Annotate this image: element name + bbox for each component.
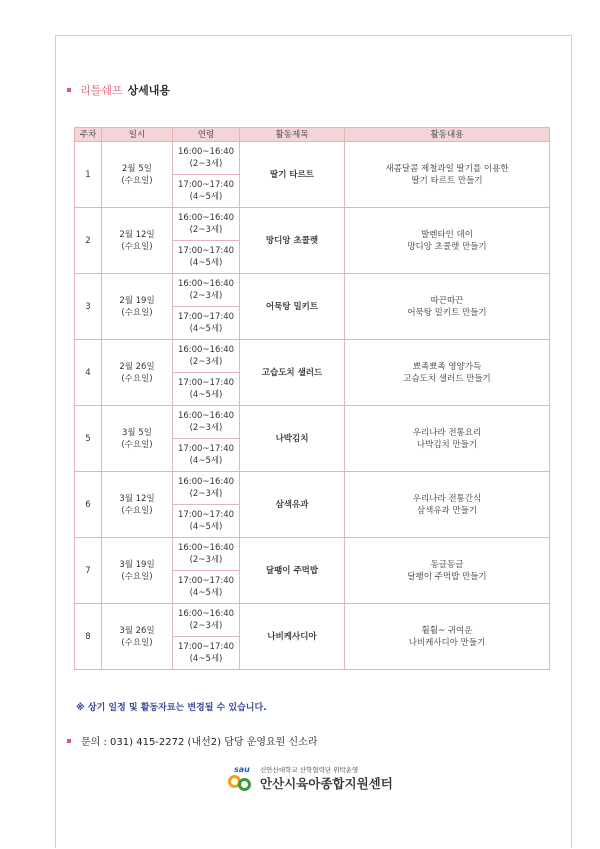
header-age: 연령 <box>173 128 240 142</box>
week-cell <box>75 208 102 274</box>
content-line: 우리나라 전통요리 <box>412 427 482 438</box>
table-row <box>75 406 550 439</box>
activity-title-cell <box>240 472 345 538</box>
time-slot: 17:00~17:40 <box>177 180 235 190</box>
weekday-text: (수요일) <box>121 241 153 252</box>
age-range: (4~5세) <box>189 522 223 532</box>
header-content: 활동내용 <box>345 128 550 142</box>
activity-title-cell <box>240 538 345 604</box>
heading-detail: 상세내용 <box>127 84 171 97</box>
activity-title-cell <box>240 604 345 670</box>
content-line: 나박김치 만들기 <box>416 439 478 450</box>
date-cell <box>102 538 173 604</box>
time-slot: 16:00~16:40 <box>177 543 235 553</box>
week-number: 3 <box>85 301 91 312</box>
time-slot: 16:00~16:40 <box>177 477 235 487</box>
content-line: 훨훨~ 귀여운 <box>421 625 473 636</box>
activity-content-cell <box>345 274 550 340</box>
age-range: (4~5세) <box>189 588 223 598</box>
age-slot-cell <box>173 241 240 274</box>
table-row <box>75 340 550 373</box>
activity-content-cell <box>345 142 550 208</box>
activity-title: 고습도치 샐러드 <box>261 367 323 378</box>
age-range: (2~3세) <box>189 423 223 433</box>
activity-title-cell <box>240 340 345 406</box>
age-slot-cell <box>173 274 240 307</box>
age-range: (4~5세) <box>189 324 223 334</box>
table-row <box>75 604 550 637</box>
activity-content-cell <box>345 604 550 670</box>
bullet-icon <box>67 739 71 743</box>
header-title: 활동제목 <box>240 128 345 142</box>
table-row <box>75 274 550 307</box>
time-slot: 17:00~17:40 <box>177 510 235 520</box>
logo-center-name: 안산시육아종합지원센터 <box>260 776 393 791</box>
weekday-text: (수요일) <box>121 439 153 450</box>
age-slot-cell <box>173 505 240 538</box>
table-row <box>75 538 550 571</box>
activity-content-cell <box>345 406 550 472</box>
weekday-text: (수요일) <box>121 505 153 516</box>
header-week: 주차 <box>75 128 102 142</box>
contact-line <box>67 733 318 748</box>
content-line: 삼색유과 만들기 <box>416 505 478 516</box>
age-slot-cell <box>173 637 240 670</box>
date-text: 2월 26일 <box>119 361 155 372</box>
bullet-icon <box>67 88 71 92</box>
heading-program: 리틀쉐프 <box>80 84 123 97</box>
date-text: 3월 12일 <box>119 493 155 504</box>
time-slot: 16:00~16:40 <box>177 345 235 355</box>
content-line: 달팽이 주먹밥 만들기 <box>407 571 487 582</box>
week-cell <box>75 274 102 340</box>
weekday-text: (수요일) <box>121 637 153 648</box>
week-number: 4 <box>85 367 91 378</box>
week-number: 1 <box>85 169 91 180</box>
time-slot: 17:00~17:40 <box>177 378 235 388</box>
age-range: (4~5세) <box>189 192 223 202</box>
weekday-text: (수요일) <box>121 571 153 582</box>
date-cell <box>102 406 173 472</box>
week-number: 8 <box>85 631 91 642</box>
date-text: 3월 26일 <box>119 625 155 636</box>
age-slot-cell <box>173 439 240 472</box>
date-cell <box>102 274 173 340</box>
time-slot: 16:00~16:40 <box>177 213 235 223</box>
activity-title-cell <box>240 208 345 274</box>
date-cell <box>102 340 173 406</box>
age-range: (2~3세) <box>189 159 223 169</box>
contact-text: 문의 : 031) 415-2272 (내선2) 담당 운영요원 신소라 <box>81 737 318 748</box>
age-slot-cell <box>173 175 240 208</box>
schedule-body <box>75 142 550 670</box>
weekday-text: (수요일) <box>121 307 153 318</box>
age-slot-cell <box>173 142 240 175</box>
age-range: (4~5세) <box>189 390 223 400</box>
header-date: 일시 <box>102 128 173 142</box>
age-range: (2~3세) <box>189 357 223 367</box>
date-text: 2월 5일 <box>122 163 152 174</box>
logo-university: 신안산대학교 산학협력단 위탁운영 <box>260 766 359 774</box>
content-line: 어묵탕 밀키트 만들기 <box>407 307 487 318</box>
time-slot: 17:00~17:40 <box>177 246 235 256</box>
date-text: 2월 12일 <box>119 229 155 240</box>
age-range: (4~5세) <box>189 258 223 268</box>
time-slot: 16:00~16:40 <box>177 279 235 289</box>
activity-title: 삼색유과 <box>275 499 309 510</box>
content-line: 동글동글 <box>430 559 464 570</box>
date-cell <box>102 208 173 274</box>
age-range: (2~3세) <box>189 555 223 565</box>
age-range: (2~3세) <box>189 621 223 631</box>
activity-content-cell <box>345 472 550 538</box>
week-cell <box>75 538 102 604</box>
age-slot-cell <box>173 472 240 505</box>
age-slot-cell <box>173 307 240 340</box>
time-slot: 17:00~17:40 <box>177 444 235 454</box>
age-slot-cell <box>173 604 240 637</box>
time-slot: 17:00~17:40 <box>177 312 235 322</box>
date-text: 2월 19일 <box>119 295 155 306</box>
weekday-text: (수요일) <box>121 175 153 186</box>
activity-content-cell <box>345 538 550 604</box>
activity-title: 나박김치 <box>275 433 309 444</box>
week-number: 2 <box>85 235 91 246</box>
content-line: 발렌타인 데이 <box>421 229 473 240</box>
week-cell <box>75 604 102 670</box>
activity-title: 망디앙 초콜렛 <box>265 235 319 246</box>
week-cell <box>75 340 102 406</box>
date-text: 3월 5일 <box>122 427 152 438</box>
time-slot: 16:00~16:40 <box>177 147 235 157</box>
activity-title: 딸기 타르트 <box>269 169 314 180</box>
age-range: (4~5세) <box>189 654 223 664</box>
schedule-table <box>74 127 550 670</box>
content-line: 딸기 타르트 만들기 <box>411 175 483 186</box>
date-text: 3월 19일 <box>119 559 155 570</box>
table-row <box>75 472 550 505</box>
content-line: 나비케사디아 만들기 <box>408 637 486 648</box>
center-logo <box>228 765 403 795</box>
logo-sau-text: sau <box>234 765 250 774</box>
age-slot-cell <box>173 373 240 406</box>
age-range: (2~3세) <box>189 489 223 499</box>
week-number: 7 <box>85 565 91 576</box>
activity-title-cell <box>240 274 345 340</box>
time-slot: 17:00~17:40 <box>177 576 235 586</box>
time-slot: 16:00~16:40 <box>177 411 235 421</box>
table-row <box>75 208 550 241</box>
activity-title: 어묵탕 밀키트 <box>265 301 319 312</box>
activity-content-cell <box>345 340 550 406</box>
table-row <box>75 142 550 175</box>
date-cell <box>102 472 173 538</box>
age-range: (4~5세) <box>189 456 223 466</box>
content-line: 망디앙 초콜렛 만들기 <box>407 241 487 252</box>
weekday-text: (수요일) <box>121 373 153 384</box>
content-line: 뾰족뾰족 영양가득 <box>412 361 482 372</box>
content-line: 새콤달콤 제철과일 딸기를 이용한 <box>385 163 509 174</box>
week-cell <box>75 472 102 538</box>
activity-title-cell <box>240 406 345 472</box>
content-line: 고슴도치 샐러드 만들기 <box>403 373 491 384</box>
date-cell <box>102 604 173 670</box>
time-slot: 16:00~16:40 <box>177 609 235 619</box>
age-slot-cell <box>173 208 240 241</box>
activity-title-cell <box>240 142 345 208</box>
activity-content-cell <box>345 208 550 274</box>
content-line: 우리나라 전통간식 <box>412 493 482 504</box>
age-range: (2~3세) <box>189 225 223 235</box>
table-header-row <box>75 128 550 142</box>
change-notice: ※ 상기 일정 및 활동자료는 변경될 수 있습니다. <box>76 703 267 713</box>
content-line: 따끈따끈 <box>430 295 464 306</box>
section-heading <box>67 82 170 98</box>
age-slot-cell <box>173 571 240 604</box>
week-number: 6 <box>85 499 91 510</box>
logo-mark-icon <box>228 765 258 793</box>
date-cell <box>102 142 173 208</box>
age-range: (2~3세) <box>189 291 223 301</box>
week-cell <box>75 406 102 472</box>
activity-title: 달팽이 주먹밥 <box>265 565 319 576</box>
age-slot-cell <box>173 340 240 373</box>
age-slot-cell <box>173 406 240 439</box>
week-number: 5 <box>85 433 91 444</box>
logo-circle-green <box>238 778 251 791</box>
week-cell <box>75 142 102 208</box>
time-slot: 17:00~17:40 <box>177 642 235 652</box>
age-slot-cell <box>173 538 240 571</box>
activity-title: 나비케사디아 <box>267 631 317 642</box>
